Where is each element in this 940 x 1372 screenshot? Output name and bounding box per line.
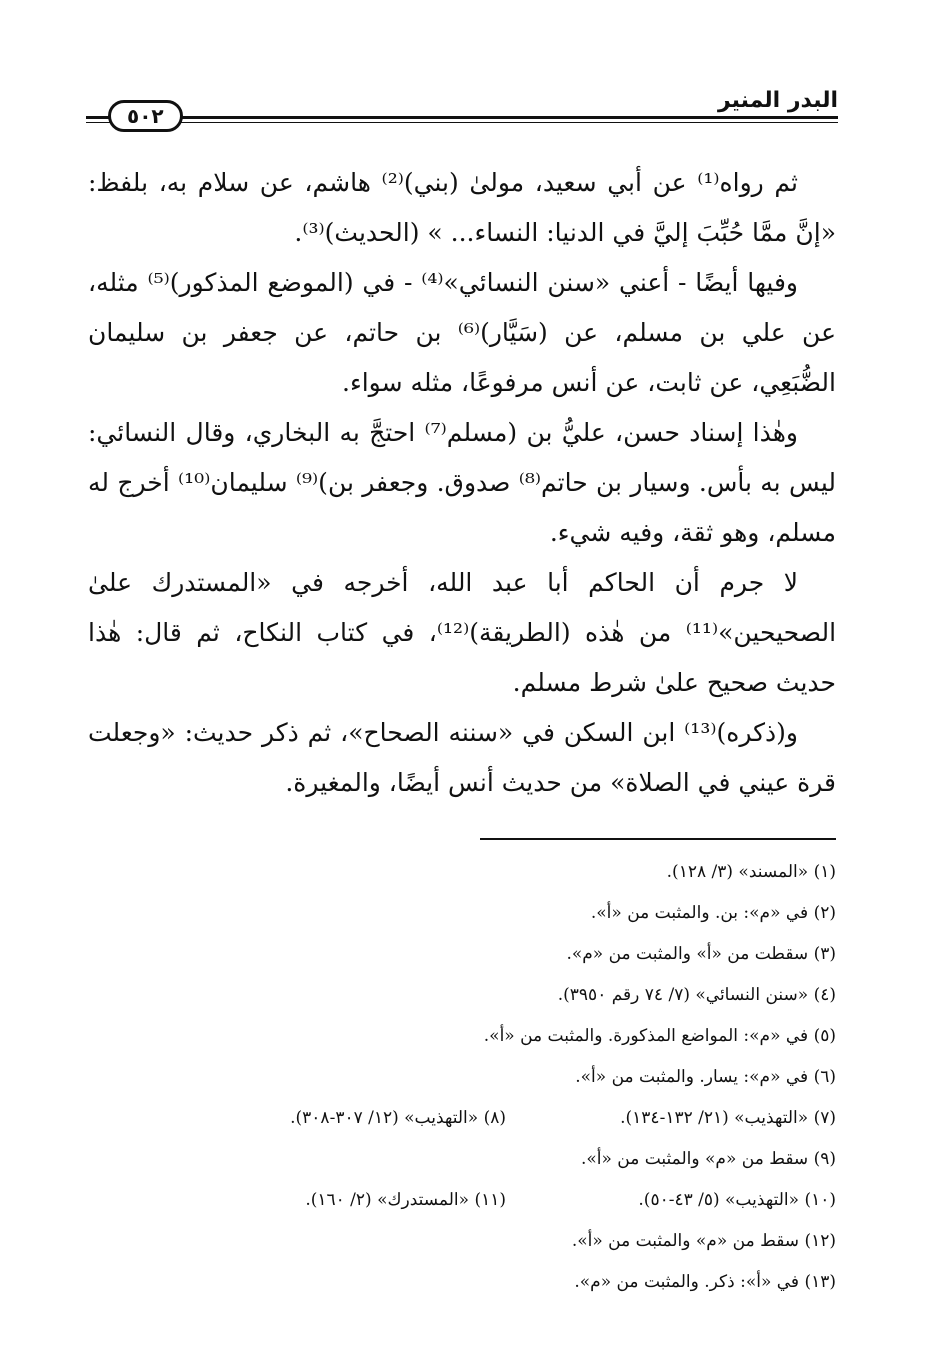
footnote: (١٣) في «أ»: ذكر. والمثبت من «م».	[574, 1272, 836, 1292]
footnote: (١) «المسند» (٣/ ١٢٨).	[666, 862, 836, 882]
paragraph: وهٰذا إسناد حسن، عليُّ بن (مسلم⁽⁷⁾ احتجَّ به البخاري، وقال النسائي: ليس به بأس. وسيار بن حاتم⁽⁸⁾ صدوق. وجعفر بن)⁽⁹⁾ سليمان⁽¹⁰⁾ أخرج له مسلم، وهو ثقة، وفيه شيء.	[88, 418, 836, 547]
running-title: البدر المنير	[717, 88, 838, 113]
footnote: (١٠) «التهذيب» (٥/ ٤٣-٥٠).	[638, 1190, 836, 1210]
footnote: (٨) «التهذيب» (١٢/ ٣٠٧-٣٠٨).	[290, 1108, 506, 1128]
footnote-separator	[480, 838, 836, 840]
footnote: (١٢) سقط من «م» والمثبت من «أ».	[571, 1231, 836, 1251]
header-rule-thin	[86, 122, 838, 123]
footnote-row	[100, 893, 836, 934]
footnote: (٧) «التهذيب» (٢١/ ١٣٢-١٣٤).	[620, 1108, 836, 1128]
page-header	[86, 82, 838, 138]
page-number-badge: ٥٠٢	[108, 100, 183, 132]
footnote: (٤) «سنن النسائي» (٧/ ٧٤ رقم ٣٩٥٠).	[557, 985, 836, 1005]
footnote-row	[100, 1262, 836, 1303]
footnote-row	[100, 852, 836, 893]
footnote: (٩) سقط من «م» والمثبت من «أ».	[580, 1149, 836, 1169]
footnote: (٣) سقطت من «أ» والمثبت من «م».	[566, 944, 836, 964]
footnote-row	[100, 1139, 836, 1180]
main-text	[88, 158, 836, 808]
header-rule	[86, 116, 838, 119]
footnote-row	[100, 1098, 836, 1139]
footnote-row	[100, 1221, 836, 1262]
footnote: (١١) «المستدرك» (٢/ ١٦٠).	[305, 1190, 506, 1210]
footnote-row	[100, 934, 836, 975]
footnote-row	[100, 975, 836, 1016]
footnote-row	[100, 1057, 836, 1098]
footnote: (٥) في «م»: المواضع المذكورة. والمثبت من «أ».	[483, 1026, 836, 1046]
footnote-row	[100, 1016, 836, 1057]
footnote: (٦) في «م»: يسار. والمثبت من «أ».	[575, 1067, 836, 1087]
paragraph: و(ذكره)⁽¹³⁾ ابن السكن في «سننه الصحاح»، ثم ذكر حديث: «وجعلت قرة عيني في الصلاة» من حديث أنس أيضًا، والمغيرة.	[88, 718, 836, 797]
footnote-row	[100, 1180, 836, 1221]
footnotes	[100, 852, 836, 1303]
paragraph: لا جرم أن الحاكم أبا عبد الله، أخرجه في «المستدرك علىٰ الصحيحين»⁽¹¹⁾ من هٰذه (الطريقة)⁽¹²⁾، في كتاب النكاح، ثم قال: هٰذا حديث صحيح علىٰ شرط مسلم.	[88, 568, 837, 697]
paragraph: ثم رواه⁽¹⁾ عن أبي سعيد، مولىٰ (بني)⁽²⁾ هاشم، عن سلام به، بلفظ: «إنَّ ممَّا حُبِّبَ إليَّ في الدنيا: النساء... » (الحديث)⁽³⁾.	[88, 168, 836, 247]
footnote: (٢) في «م»: بن. والمثبت من «أ».	[590, 903, 836, 923]
paragraph: وفيها أيضًا - أعني «سنن النسائي»⁽⁴⁾ - في (الموضع المذكور)⁽⁵⁾ مثله، عن علي بن مسلم، عن (سَيَّار)⁽⁶⁾ بن حاتم، عن جعفر بن سليمان الضُّبَعِي، عن ثابت، عن أنس مرفوعًا، مثله سواء.	[88, 268, 837, 397]
